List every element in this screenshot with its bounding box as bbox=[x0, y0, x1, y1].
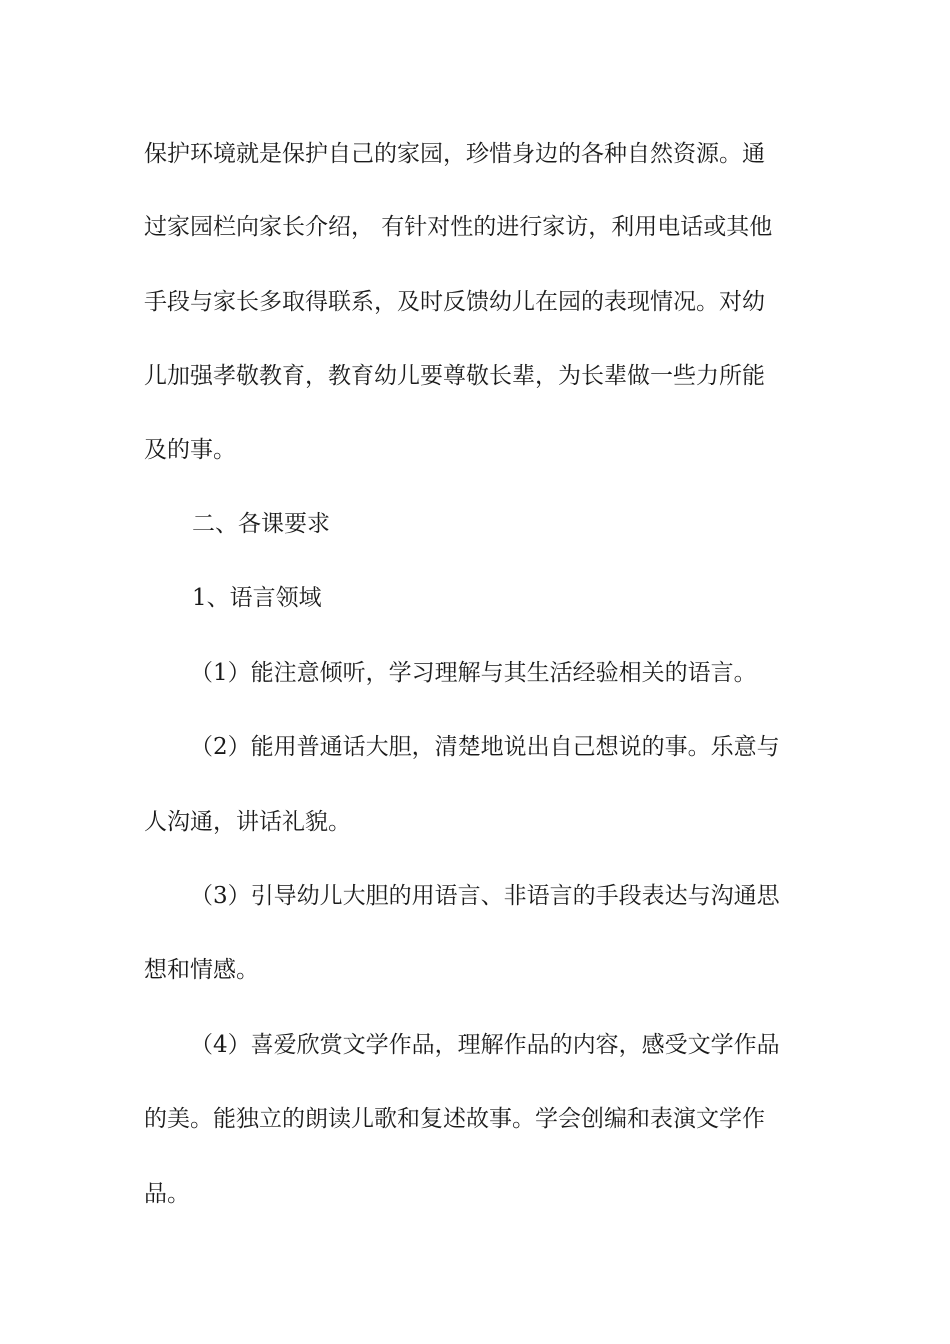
list-item: （4）喜爱欣赏文学作品，理解作品的内容，感受文学作品 bbox=[190, 1032, 780, 1058]
paragraph-line: 及的事。 bbox=[144, 437, 236, 463]
paragraph-line: 过家园栏向家长介绍， 有针对性的进行家访，利用电话或其他 bbox=[144, 214, 773, 240]
paragraph-line: 品。 bbox=[144, 1181, 190, 1207]
paragraph-line: 手段与家长多取得联系，及时反馈幼儿在园的表现情况。对幼 bbox=[144, 289, 765, 315]
list-item: （2）能用普通话大胆，清楚地说出自己想说的事。乐意与 bbox=[190, 734, 780, 760]
section-heading: 二、各课要求 bbox=[192, 511, 330, 537]
paragraph-line: 儿加强孝敬教育，教育幼儿要尊敬长辈，为长辈做一些力所能 bbox=[144, 363, 765, 389]
paragraph-line: 的美。能独立的朗读儿歌和复述故事。学会创编和表演文学作 bbox=[144, 1106, 765, 1132]
paragraph-line: 保护环境就是保护自己的家园，珍惜身边的各种自然资源。通 bbox=[144, 141, 765, 167]
list-item: （1）能注意倾听，学习理解与其生活经验相关的语言。 bbox=[190, 660, 757, 686]
paragraph-line: 人沟通，讲话礼貌。 bbox=[144, 809, 351, 835]
list-item: （3）引导幼儿大胆的用语言、非语言的手段表达与沟通思 bbox=[190, 883, 780, 909]
paragraph-line: 想和情感。 bbox=[144, 957, 259, 983]
subsection-heading: 1、语言领域 bbox=[192, 585, 322, 611]
